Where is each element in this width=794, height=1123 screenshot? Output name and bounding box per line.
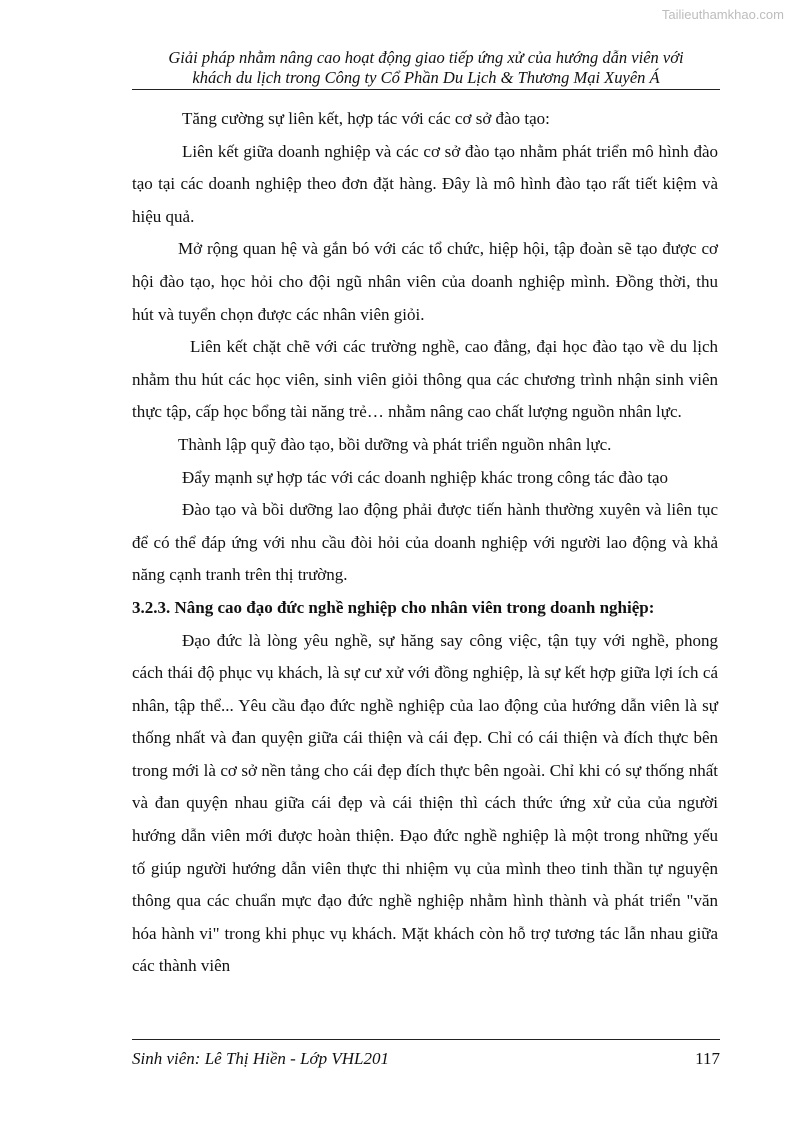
paragraph-4: Liên kết chặt chẽ với các trường nghề, cao đẳng, đại học đào tạo về du lịch nhằm thu hút các học viên, sinh viên giỏi thông qua các chương trình nhận sinh viên thực tập, cấp học bổng tài năng trẻ… nhằm nâng cao chất lượng nguồn nhân lực. bbox=[132, 337, 718, 422]
document-body bbox=[132, 103, 718, 983]
paragraph-5: Thành lập quỹ đào tạo, bồi dưỡng và phát triển nguồn nhân lực. bbox=[178, 434, 612, 454]
paragraph-2: Liên kết giữa doanh nghiệp và các cơ sở đào tạo nhằm phát triển mô hình đào tạo tại các doanh nghiệp theo đơn đặt hàng. Đây là mô hình đào tạo rất tiết kiệm và hiệu quả. bbox=[132, 141, 718, 226]
paragraph-1: Tăng cường sự liên kết, hợp tác với các cơ sở đào tạo: bbox=[182, 109, 550, 128]
section-heading: 3.2.3. Nâng cao đạo đức nghề nghiệp cho nhân viên trong doanh nghiệp: bbox=[132, 597, 655, 617]
paragraph-7: Đào tạo và bồi dưỡng lao động phải được tiến hành thường xuyên và liên tục để có thể đáp ứng với nhu cầu đòi hỏi của doanh nghiệp với người lao động và khả năng cạnh tranh trên thị trường. bbox=[132, 500, 718, 585]
paragraph-8: Đạo đức là lòng yêu nghề, sự hăng say công việc, tận tụy với nghề, phong cách thái độ phục vụ khách, là sự cư xử với đồng nghiệp, là sự kết hợp giữa lợi ích cá nhân, tập thể... Yêu cầu đạo đức nghề nghiệp của lao động của hướng dẫn viên là sự thống nhất và đan quyện giữa cái thiện và cái đẹp. Chỉ có cái thiện và đích thực bên trong mới là cơ sở nền tảng cho cái đẹp đích thực bên ngoài. Chỉ khi có sự thống nhất và đan quyện nhau giữa cái đẹp và cái thiện thì cách thức ứng xử của của người hướng dẫn viên mới được hoàn thiện. Đạo đức nghề nghiệp là một trong những yếu tố giúp người hướng dẫn viên thực thi nhiệm vụ của mình theo tinh thần tự nguyện thông qua các chuẩn mực đạo đức nghề nghiệp nhằm hình thành và phát triển "văn hóa hành vi" trong khi phục vụ khách. Mặt khách còn hỗ trợ tương tác lẫn nhau giữa các thành viên bbox=[132, 630, 718, 976]
header-line-1: Giải pháp nhằm nâng cao hoạt động giao tiếp ứng xử của hướng dẫn viên với bbox=[168, 48, 684, 67]
paragraph-3: Mở rộng quan hệ và gắn bó với các tổ chức, hiệp hội, tập đoàn sẽ tạo được cơ hội đào tạo, học hỏi cho đội ngũ nhân viên của doanh nghiệp mình. Đồng thời, thu hút và tuyển chọn được các nhân viên giỏi. bbox=[132, 239, 718, 324]
page-number: 117 bbox=[695, 1049, 720, 1068]
paragraph-6: Đẩy mạnh sự hợp tác với các doanh nghiệp khác trong công tác đào tạo bbox=[182, 467, 669, 487]
footer-author: Sinh viên: Lê Thị Hiền - Lớp VHL201 bbox=[132, 1049, 389, 1068]
header-line-2: khách du lịch trong Công ty Cổ Phần Du Lịch & Thương Mại Xuyên Á bbox=[192, 68, 660, 87]
watermark: Tailieuthamkhao.com bbox=[661, 7, 784, 22]
running-header bbox=[132, 48, 720, 90]
page-footer bbox=[132, 1039, 720, 1069]
